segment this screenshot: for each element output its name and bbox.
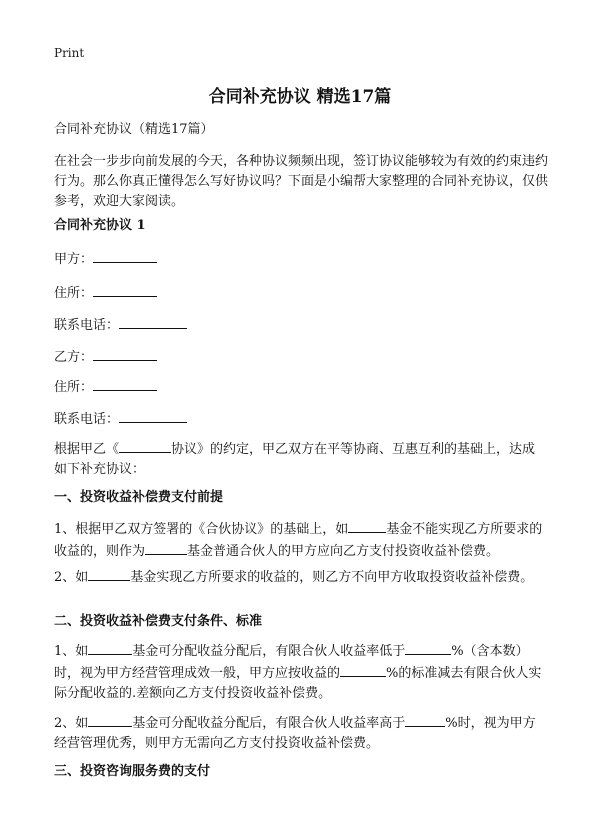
party-a-address-field [54,282,157,304]
fill-blank[interactable] [119,438,171,453]
heading-1: 一、投资收益补偿费支付前提 [54,490,224,505]
field-label: 住所： [54,380,94,395]
fill-blank[interactable] [93,346,157,361]
fill-blank[interactable] [88,640,132,655]
field-label: 甲方： [54,252,94,267]
clause-text: 基金可分配收益分配后，有限合伙人收益率高于 [132,716,406,731]
fill-blank[interactable] [119,314,187,329]
heading-3: 三、投资咨询服务费的支付 [54,764,211,779]
party-b-address-field [54,376,157,398]
document-title: 合同补充协议 精选17篇 [208,87,392,107]
clause-2-2 [54,712,548,754]
fill-blank[interactable] [405,640,451,655]
heading-2: 二、投资收益补偿费支付条件、标准 [54,614,263,629]
clause-text: %的标准减去有限合伙人实际分配收益的.差额向乙方支付投资收益补偿费。 [54,666,542,701]
fill-blank[interactable] [340,662,386,677]
basis-text-1: 根据甲乙《 [54,442,120,457]
fill-blank[interactable] [93,248,157,263]
field-label: 乙方： [54,350,94,365]
clause-text: 1、根据甲乙双方签署的《合伙协议》的基础上，如 [54,522,349,537]
party-a-field [54,248,157,270]
party-b-field [54,346,157,368]
clause-text: 基金普通合伙人的甲方应向乙方支付投资收益补偿费。 [187,544,500,559]
clause-text: 2、如 [54,716,89,731]
clause-text: %时，视为甲方经营管理优秀，则甲方无需向乙方支付投资收益补偿费。 [54,716,536,751]
clause-text: %（含本数）时，视为甲方经营管理成效一般，甲方应按收益的 [54,644,529,681]
intro-paragraph: 在社会一步步向前发展的今天，各种协议频频出现，签订协议能够较为有效的约束违约行为。那么你真正懂得怎么写好协议吗？下面是小编帮大家整理的合同补充协议，仅供参考，欢迎大家阅读。 [54,154,549,209]
clause-text: 基金不能实现乙方所要求的收益的，则作为 [54,522,543,559]
clause-text: 基金可分配收益分配后，有限合伙人收益率低于 [132,644,406,659]
basis-text-2: 协议》的约定，甲乙双方在平等协商、互惠互利的基础上，达成如下补充协议： [54,442,536,477]
party-b-phone-field [54,408,187,430]
fill-blank[interactable] [88,712,132,727]
fill-blank[interactable] [405,712,445,727]
party-a-phone-field [54,314,187,336]
field-label: 联系电话： [54,412,120,427]
fill-blank[interactable] [145,540,187,555]
field-label: 住所： [54,286,94,301]
fill-blank[interactable] [119,408,187,423]
basis-paragraph [54,438,548,480]
section-title: 合同补充协议 1 [54,218,146,233]
fill-blank[interactable] [88,566,130,581]
field-label: 联系电话： [54,318,120,333]
clause-text: 1、如 [54,644,89,659]
print-label: Print [54,46,85,60]
fill-blank[interactable] [93,376,157,391]
clause-2-1 [54,640,548,704]
clause-text: 基金实现乙方所要求的收益的，则乙方不向甲方收取投资收益补偿费。 [130,570,534,585]
document-subtitle: 合同补充协议（精选17篇） [54,122,214,137]
fill-blank[interactable] [93,282,157,297]
clause-text: 2、如 [54,570,89,585]
clause-1-1 [54,518,548,562]
clause-1-2 [54,566,548,588]
fill-blank[interactable] [348,518,386,533]
